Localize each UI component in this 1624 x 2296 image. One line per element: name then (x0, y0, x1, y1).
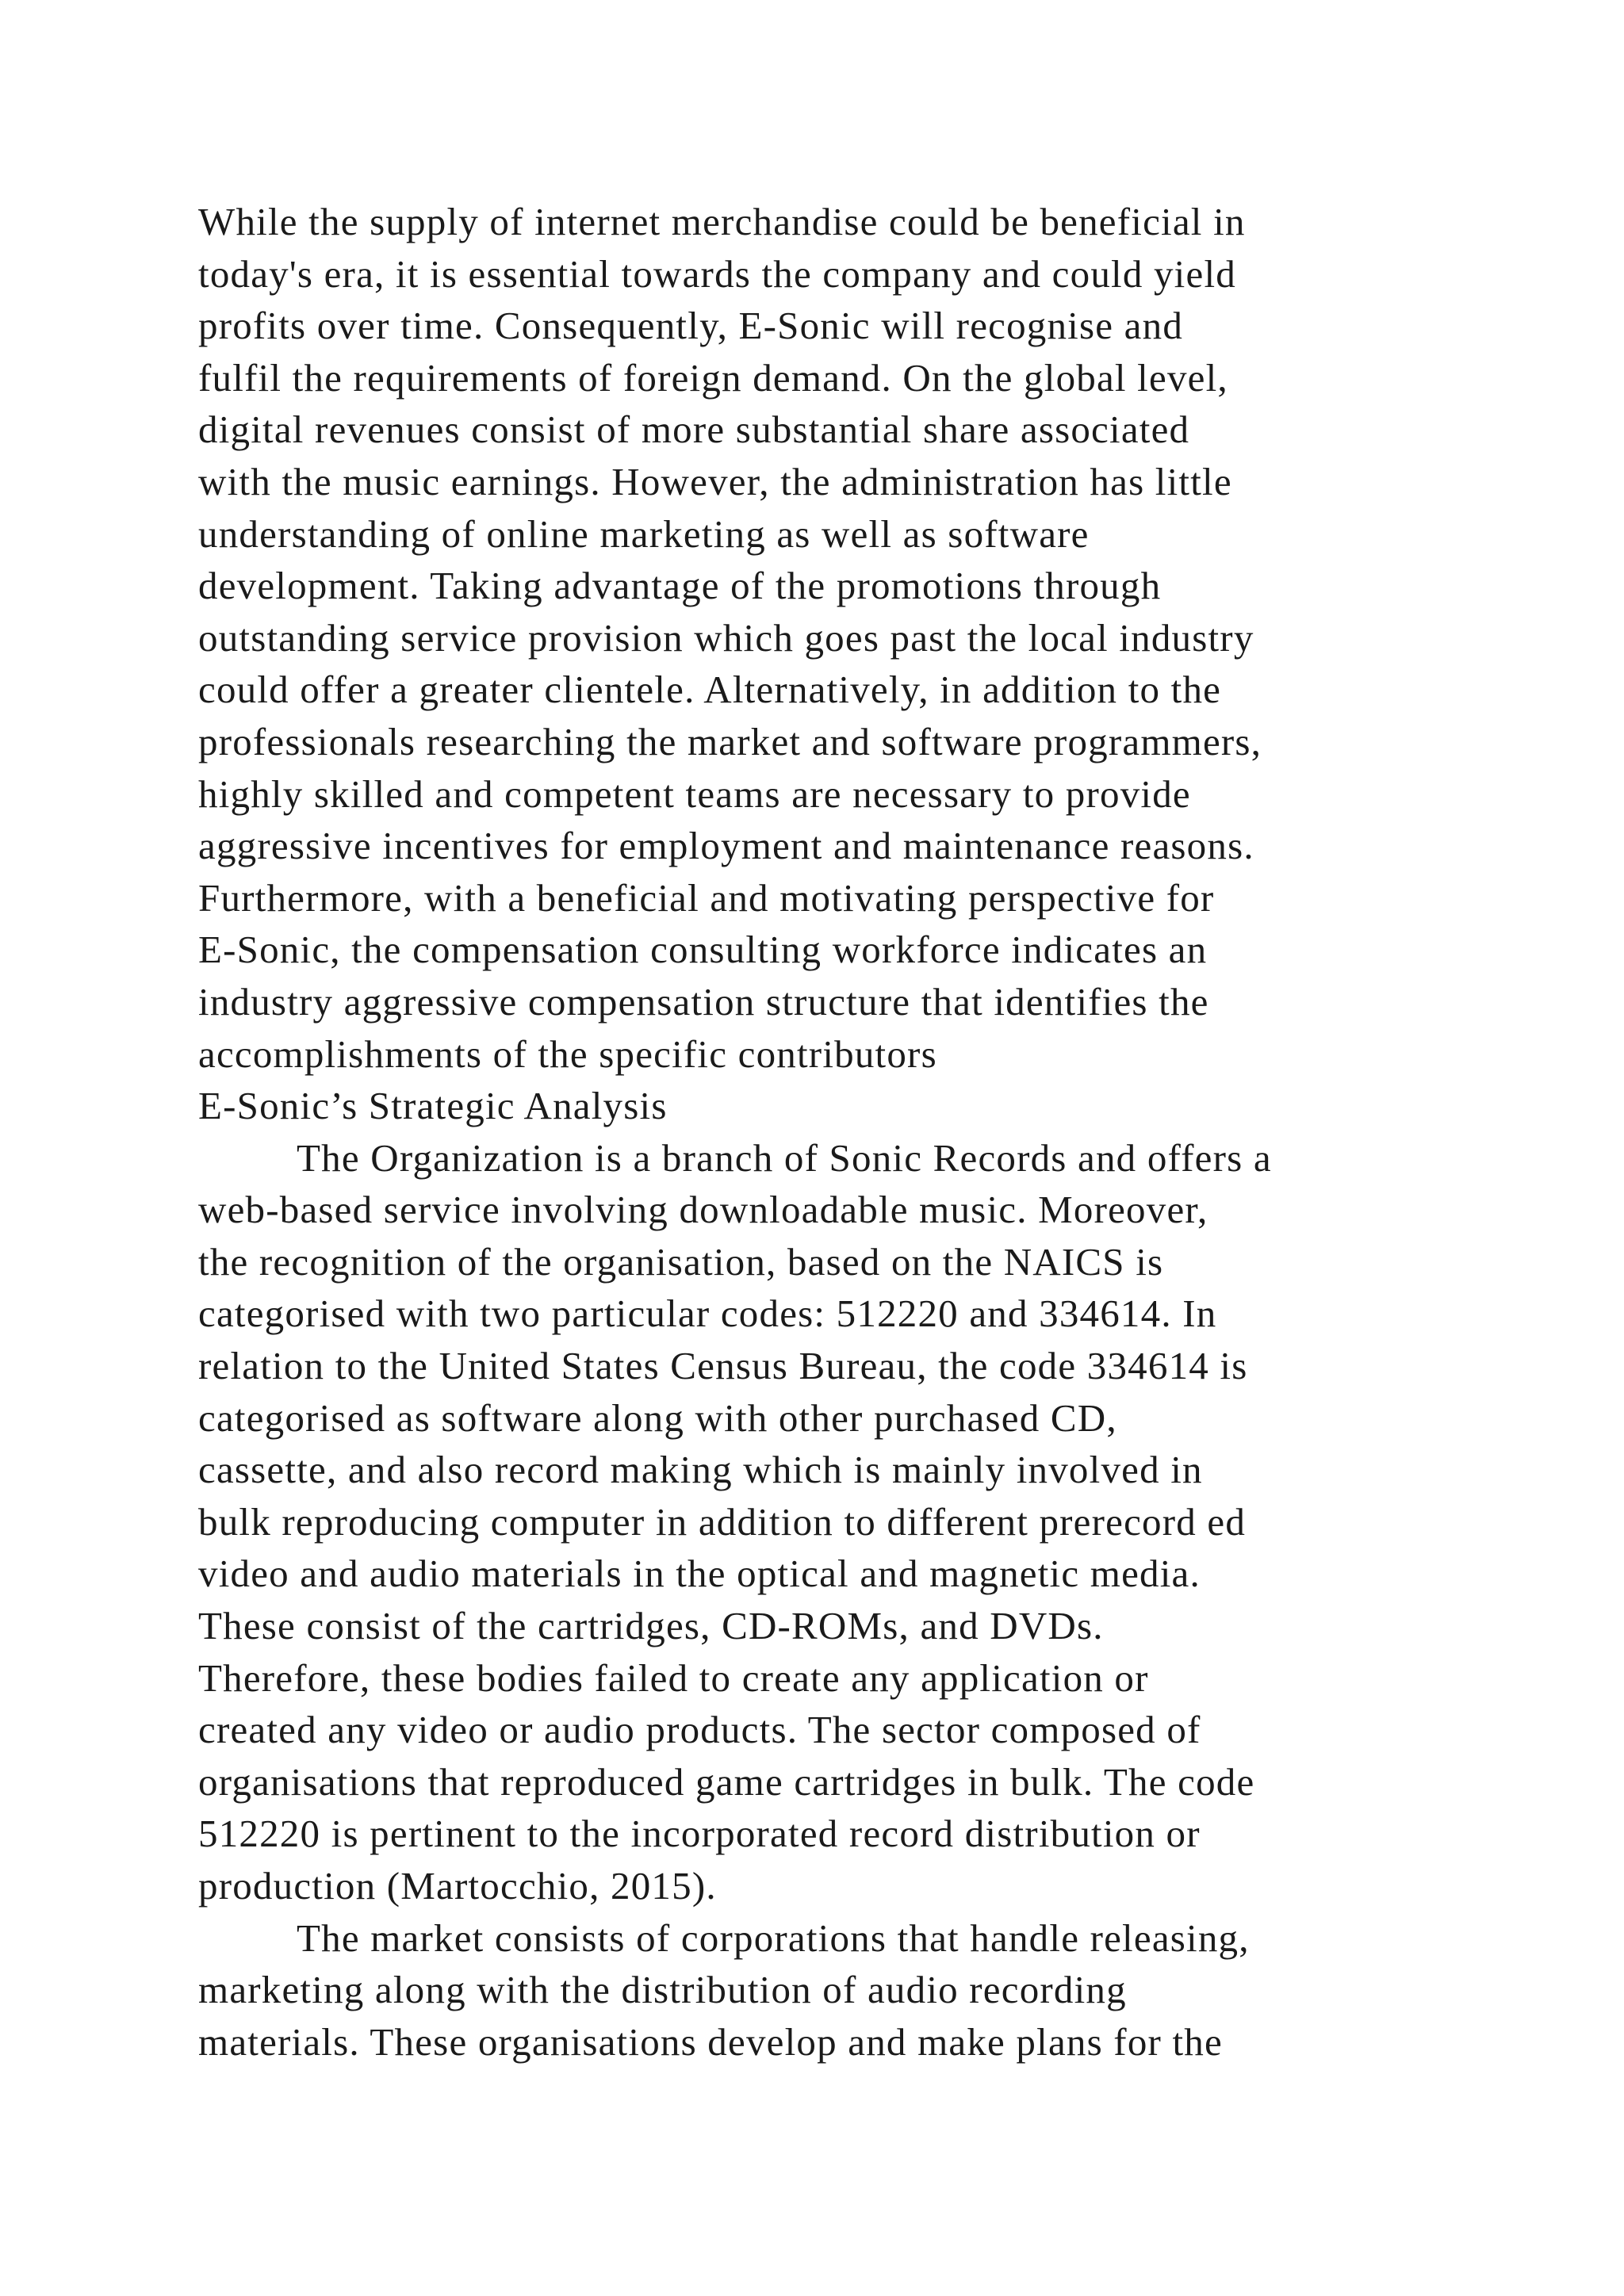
text-line: organisations that reproduced game cartridges in bulk. The code (198, 1759, 1255, 1804)
text-line: highly skilled and competent teams are necessary to provide (198, 771, 1191, 816)
text-line: bulk reproducing computer in addition to different prerecord ed (198, 1499, 1247, 1544)
section-heading: E-Sonic’s Strategic Analysis (198, 1084, 668, 1128)
text-line: outstanding service provision which goes past the local industry (198, 615, 1254, 660)
text-line: professionals researching the market and software programmers, (198, 719, 1262, 763)
text-line: 512220 is pertinent to the incorporated record distribution or (198, 1812, 1201, 1856)
text-line: categorised with two particular codes: 512220 and 334614. In (198, 1292, 1217, 1336)
text-line: E-Sonic, the compensation consulting workforce indicates an (198, 928, 1208, 972)
text-line: accomplishments of the specific contributors (198, 1031, 937, 1076)
text-line: The Organization is a branch of Sonic Records and offers a (297, 1135, 1272, 1180)
text-line: web-based service involving downloadable music. Moreover, (198, 1188, 1208, 1232)
text-line: industry aggressive compensation structure that identifies the (198, 979, 1209, 1024)
text-line: could offer a greater clientele. Alternatively, in addition to the (198, 668, 1222, 712)
text-line: While the supply of internet merchandise could be beneficial in (198, 200, 1246, 243)
text-line: Therefore, these bodies failed to create any application or (198, 1655, 1149, 1700)
text-line: aggressive incentives for employment and maintenance reasons. (198, 824, 1254, 868)
text-line: video and audio materials in the optical and magnetic media. (198, 1552, 1201, 1596)
text-line: These consist of the cartridges, CD-ROMs, and DVDs. (198, 1604, 1104, 1648)
text-line: understanding of online marketing as well as software (198, 511, 1090, 556)
text-line: Furthermore, with a beneficial and motivating perspective for (198, 875, 1215, 920)
text-line: production (Martocchio, 2015). (198, 1864, 717, 1908)
text-line: The market consists of corporations that handle releasing, (297, 1915, 1250, 1960)
text-line: categorised as software along with other purchased CD, (198, 1395, 1117, 1440)
text-line: marketing along with the distribution of audio recording (198, 1968, 1127, 2012)
text-line: the recognition of the organisation, based on the NAICS is (198, 1239, 1164, 1284)
text-line: development. Taking advantage of the promotions through (198, 564, 1162, 608)
text-line: today's era, it is essential towards the company and could yield (198, 251, 1236, 296)
text-line: created any video or audio products. The sector composed of (198, 1708, 1201, 1752)
text-line: fulfil the requirements of foreign demand. On the global level, (198, 355, 1228, 400)
text-line: cassette, and also record making which is mainly involved in (198, 1448, 1203, 1492)
text-line: with the music earnings. However, the administration has little (198, 459, 1232, 503)
text-line: relation to the United States Census Bureau, the code 334614 is (198, 1344, 1248, 1388)
text-line: profits over time. Consequently, E-Sonic will recognise and (198, 304, 1184, 348)
text-line: materials. These organisations develop and make plans for the (198, 2019, 1223, 2064)
body-text (198, 196, 1467, 2068)
text-line: digital revenues consist of more substantial share associated (198, 408, 1190, 452)
